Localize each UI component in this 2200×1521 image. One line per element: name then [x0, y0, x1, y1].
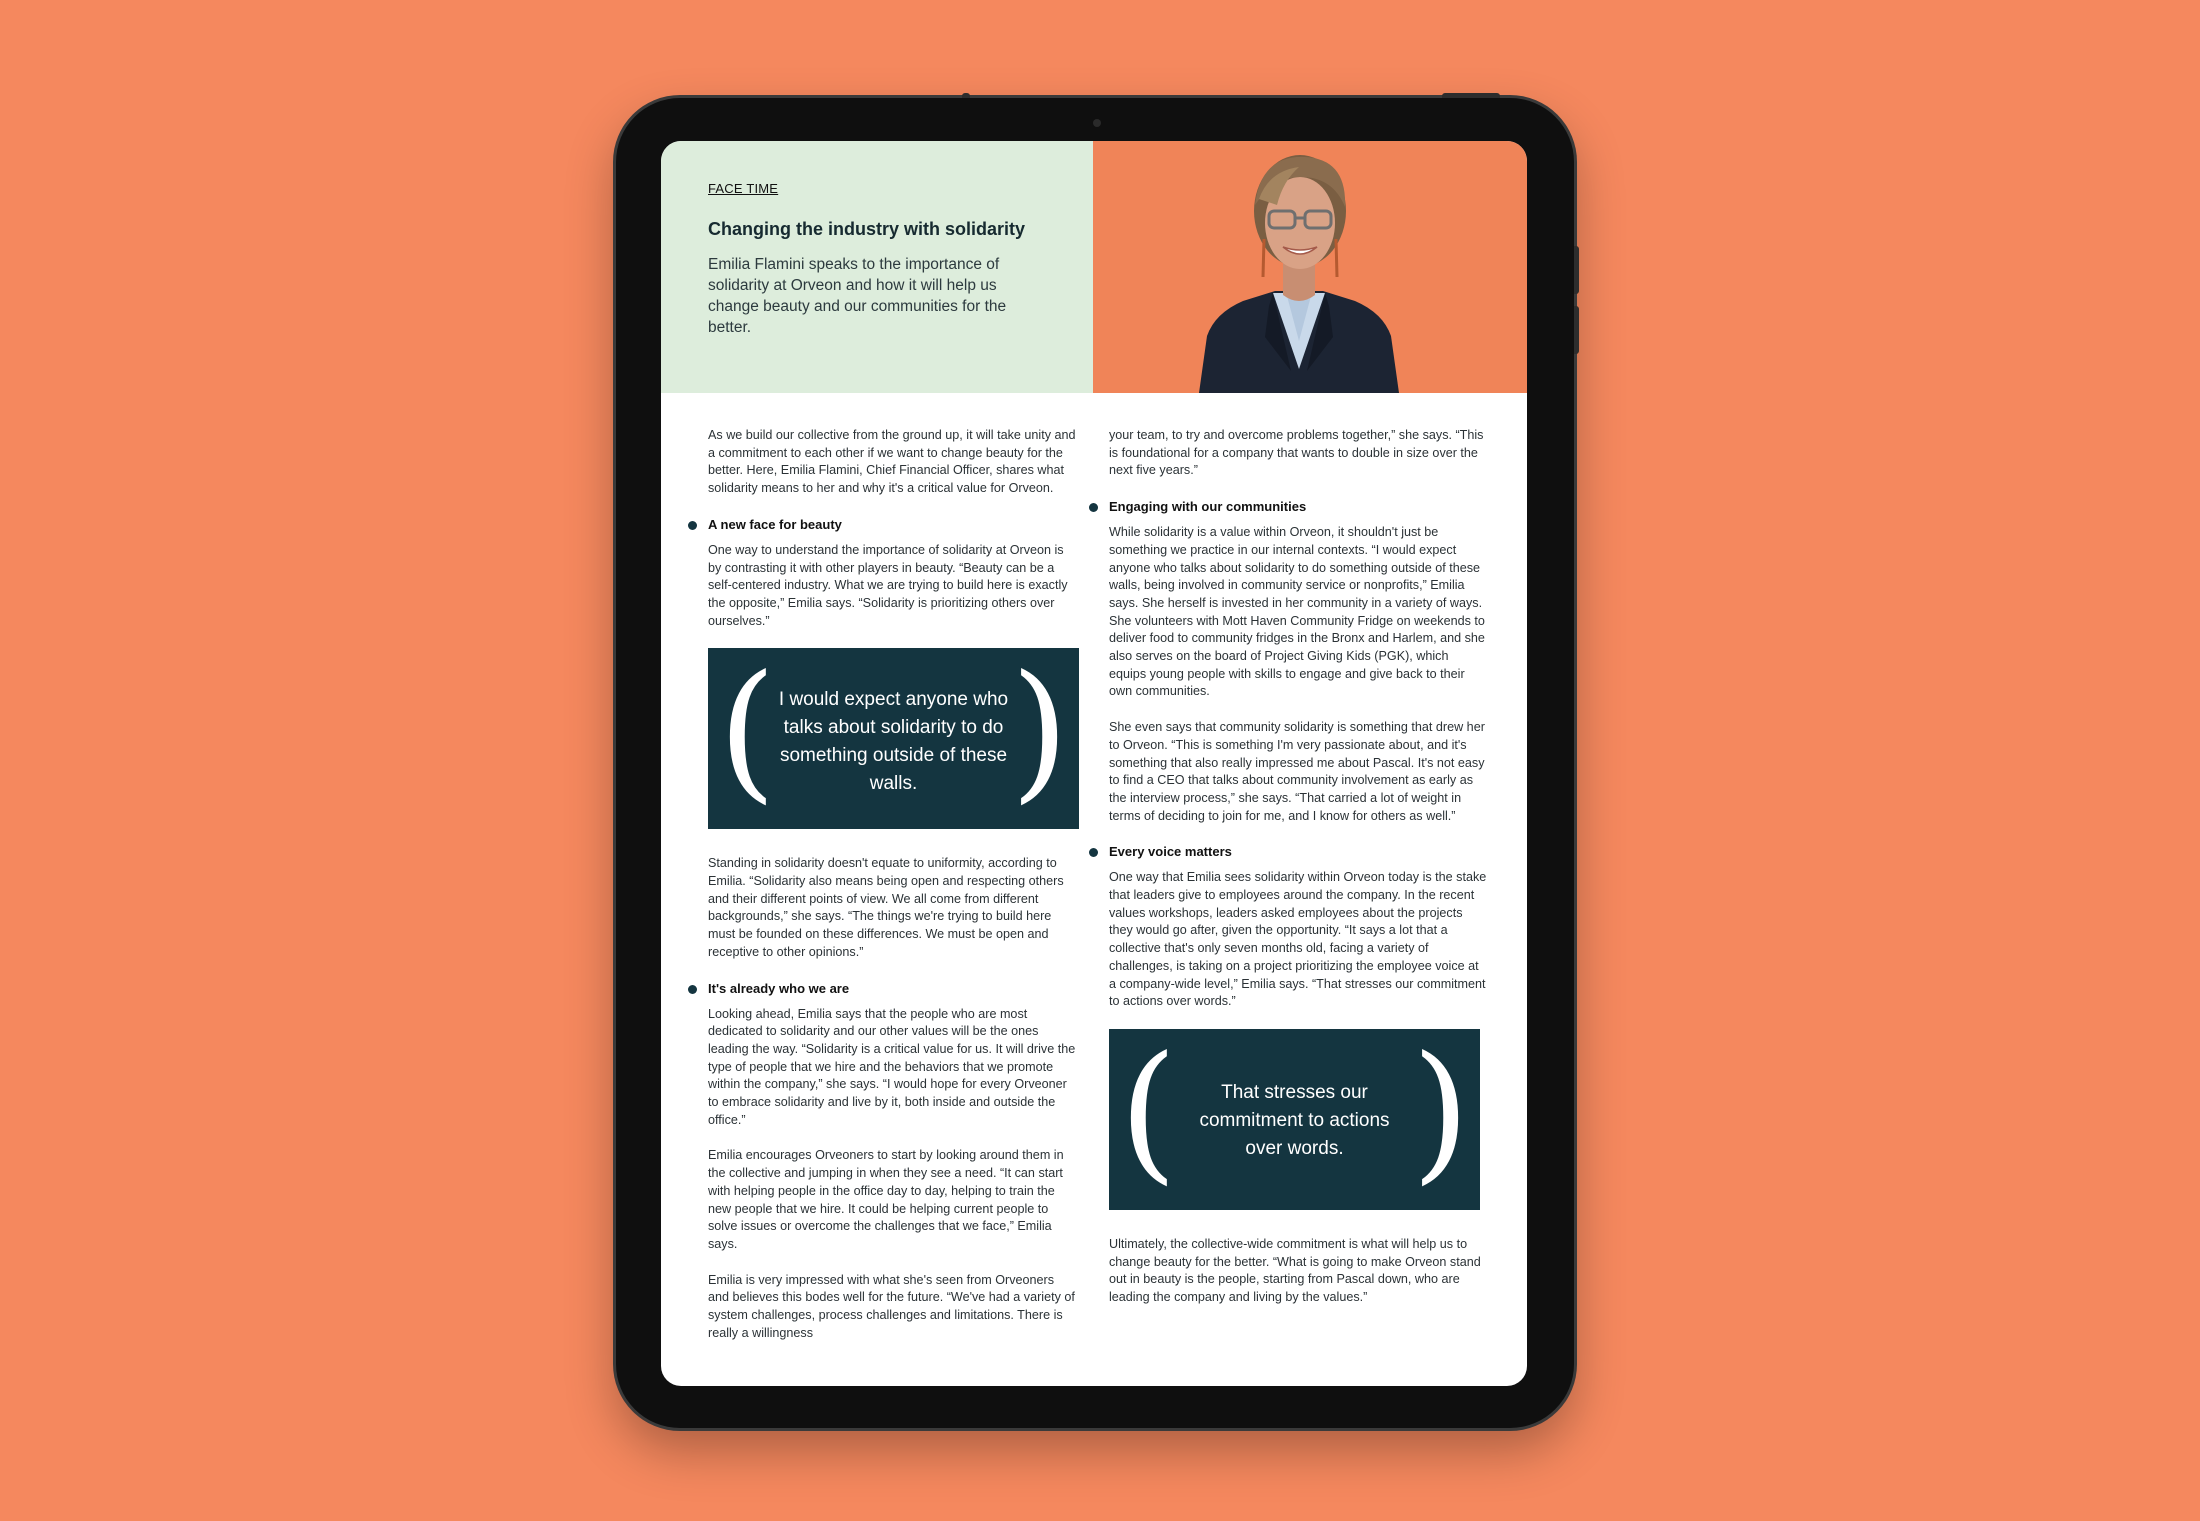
tablet-button: [1574, 246, 1579, 294]
section-heading-text: Every voice matters: [1109, 844, 1232, 860]
section-heading-text: A new face for beauty: [708, 516, 842, 532]
section-heading: [1109, 498, 1487, 516]
camera-icon: [1093, 119, 1101, 127]
pull-quote: [1109, 1024, 1480, 1210]
article-column-right: [1109, 427, 1487, 1325]
bullet-icon: [688, 521, 697, 530]
body-paragraph: She even says that community solidarity is something that drew her to Orveon. “This is something I'm very passionate about, and it's something that also really impressed me about Pascal. It's not easy to find a CEO that talks about community involvement as early as the interview process,” she says. “That carried a lot of weight in terms of deciding to join for me, and I know for others as well.”: [1109, 720, 1485, 823]
close-paren-icon: ): [1010, 644, 1069, 819]
article-column-left: [708, 427, 1078, 1361]
body-paragraph: Emilia encourages Orveoners to start by looking around them in the collective and jumping in when they see a need. “It can start with helping people in the office day to day, helping to train the new people that we hire. It could be helping current people to solve issues or overcome the challenges that we face,” Emilia says.: [708, 1148, 1064, 1251]
body-paragraph: Standing in solidarity doesn't equate to uniformity, according to Emilia. “Solidarity also means being open and respecting others and their different points of view. We all come from different backgrounds,” she says. “The things we're trying to build here must be founded on these differences. We must be open and receptive to other opinions.”: [708, 856, 1064, 959]
body-paragraph: Looking ahead, Emilia says that the people who are most dedicated to solidarity and our other values will be the ones leading the way. “Solidarity is a critical value for us. It will drive the type of people that we hire and the behaviors that we promote within the company,” she says. “I would hope for every Orveoner to embrace solidarity and live by it, both inside and outside the office.”: [708, 1006, 1076, 1127]
tablet-frame: [616, 98, 1574, 1428]
article-lead: Emilia Flamini speaks to the importance of solidarity at Orveon and how it will help us change beauty and our communities for the better.: [708, 256, 1007, 336]
screen[interactable]: [661, 141, 1527, 1386]
pull-quote-text: I would expect anyone who talks about solidarity to do something outside of these walls.: [778, 689, 1009, 795]
hero-panel: [661, 141, 1093, 393]
section-heading: [708, 516, 1078, 534]
body-paragraph: One way that Emilia sees solidarity within Orveon today is the stake that leaders give to employees around the company. In the recent values workshops, leaders asked employees about the projects they would go after, given the opportunity. “It says a lot that a collective that's only seven months old, facing a variety of challenges, is taking on a project prioritizing the employee voice at a company-wide level,” Emilia says. “That stresses our commitment to actions over words.”: [1109, 870, 1487, 1009]
pull-quote: [708, 644, 1079, 829]
body-paragraph: While solidarity is a value within Orveon, it shouldn't just be something we practice in our internal contexts. “I would expect anyone who talks about solidarity to do something outside of these walls, being involved in community service or nonprofits,” Emilia says. She herself is invested in her community in a variety of ways. She volunteers with Mott Haven Community Fridge on weekends to deliver food to community fridges in the Bronx and Harlem, and she also serves on the board of Project Giving Kids (PGK), which equips young people with skills to engage and give back to their own communities.: [1109, 525, 1485, 699]
close-paren-icon: ): [1411, 1024, 1470, 1199]
article-title: Changing the industry with solidarity: [708, 219, 1026, 239]
section-heading-text: It's already who we are: [708, 980, 850, 996]
section-heading-text: Engaging with our communities: [1109, 499, 1307, 515]
body-paragraph: your team, to try and overcome problems together,” she says. “This is foundational for a company that wants to double in size over the next five years.”: [1109, 428, 1484, 478]
intro-paragraph: As we build our collective from the ground up, it will take unity and a commitment to each other if we want to change beauty for the better. Here, Emilia Flamini, Chief Financial Officer, shares what solidarity means to her and why it's a critical value for Orveon.: [708, 428, 1076, 496]
open-paren-icon: (: [718, 644, 777, 819]
body-paragraph: One way to understand the importance of solidarity at Orveon is by contrasting it with other players in beauty. “Beauty can be a self-centered industry. What we are trying to build here is exactly the opposite,” Emilia says. “Solidarity is prioritizing others over ourselves.”: [708, 542, 1068, 628]
body-paragraph: Ultimately, the collective-wide commitment is what will help us to change beauty for the better. “What is going to make Orveon stand out in beauty is the people, starting from Pascal down, who are leading the company and living by the values.”: [1109, 1236, 1481, 1305]
section-kicker: FACE TIME: [708, 181, 779, 196]
body-paragraph: Emilia is very impressed with what she's seen from Orveoners and believes this bodes well for the future. “We've had a variety of system challenges, process challenges and limitations. There is really a willingness: [708, 1272, 1075, 1340]
tablet-button: [1574, 306, 1579, 354]
bullet-icon: [688, 985, 697, 994]
portrait-photo: [1093, 141, 1527, 393]
section-heading: [708, 980, 1078, 998]
open-paren-icon: (: [1119, 1024, 1178, 1199]
pull-quote-text: That stresses our commitment to actions over words.: [1199, 1081, 1390, 1159]
tablet-button: [962, 93, 970, 98]
portrait-panel: [1093, 141, 1527, 393]
tablet-button: [1442, 93, 1500, 98]
bullet-icon: [1089, 503, 1098, 512]
section-heading: [1109, 843, 1487, 861]
bullet-icon: [1089, 848, 1098, 857]
